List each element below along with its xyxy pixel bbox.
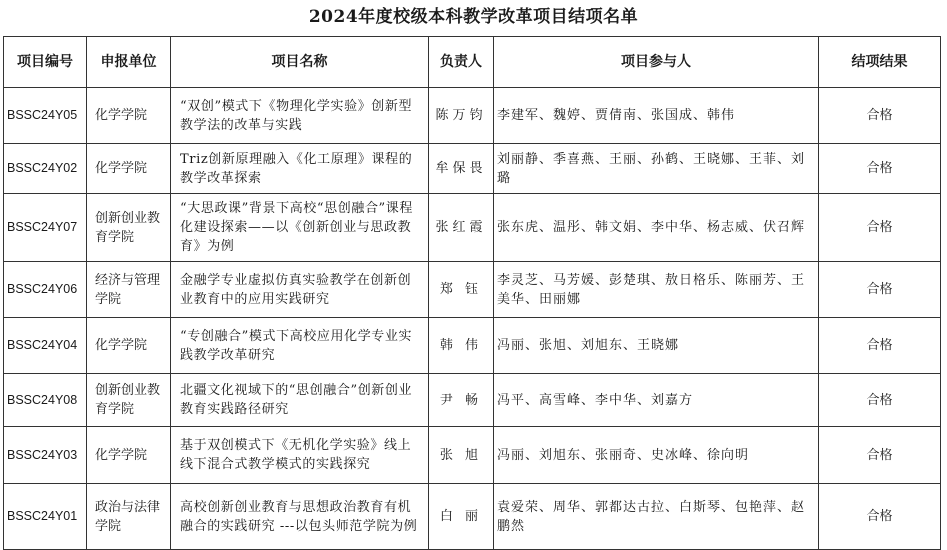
leader: 尹 畅 xyxy=(429,374,494,427)
project-code: BSSC24Y02 xyxy=(4,144,87,194)
project-code: BSSC24Y03 xyxy=(4,427,87,484)
result: 合格 xyxy=(819,484,941,550)
participants: 李灵芝、马芳媛、彭楚琪、敖日格乐、陈丽芳、王美华、田丽娜 xyxy=(494,262,819,318)
project-code: BSSC24Y06 xyxy=(4,262,87,318)
project-name: “专创融合”模式下高校应用化学专业实践教学改革研究 xyxy=(171,318,429,374)
table-row xyxy=(4,374,941,427)
project-name: 高校创新创业教育与思想政治教育有机融合的实践研究 ---以包头师范学院为例 xyxy=(171,484,429,550)
table-row xyxy=(4,318,941,374)
project-name: Triz创新原理融入《化工原理》课程的教学改革探索 xyxy=(171,144,429,194)
participants: 冯平、高雪峰、李中华、刘嘉方 xyxy=(494,374,819,427)
result: 合格 xyxy=(819,427,941,484)
leader: 郑 钰 xyxy=(429,262,494,318)
project-code: BSSC24Y04 xyxy=(4,318,87,374)
project-table xyxy=(3,36,941,550)
result: 合格 xyxy=(819,262,941,318)
result: 合格 xyxy=(819,144,941,194)
project-name: 基于双创模式下《无机化学实验》线上线下混合式教学模式的实践探究 xyxy=(171,427,429,484)
table-row xyxy=(4,144,941,194)
unit: 化学学院 xyxy=(87,427,171,484)
unit: 政治与法律学院 xyxy=(87,484,171,550)
table-row xyxy=(4,427,941,484)
leader: 牟保畏 xyxy=(429,144,494,194)
header-project-code: 项目编号 xyxy=(4,37,87,88)
unit: 创新创业教育学院 xyxy=(87,374,171,427)
project-name: 北疆文化视域下的“思创融合”创新创业教育实践路径研究 xyxy=(171,374,429,427)
participants: 冯丽、张旭、刘旭东、王晓娜 xyxy=(494,318,819,374)
header-project-name: 项目名称 xyxy=(171,37,429,88)
project-name: “大思政课”背景下高校“思创融合”课程化建设探索——以《创新创业与思政教育》为例 xyxy=(171,194,429,262)
unit: 化学学院 xyxy=(87,318,171,374)
result: 合格 xyxy=(819,88,941,144)
table-row xyxy=(4,484,941,550)
participants: 李建军、魏婷、贾倩南、张国成、韩伟 xyxy=(494,88,819,144)
participants: 冯丽、刘旭东、张丽奇、史冰峰、徐向明 xyxy=(494,427,819,484)
result: 合格 xyxy=(819,318,941,374)
leader: 白 丽 xyxy=(429,484,494,550)
participants: 刘丽静、季喜燕、王丽、孙鹤、王晓娜、王菲、刘璐 xyxy=(494,144,819,194)
unit: 创新创业教育学院 xyxy=(87,194,171,262)
leader: 韩 伟 xyxy=(429,318,494,374)
header-participants: 项目参与人 xyxy=(494,37,819,88)
project-code: BSSC24Y08 xyxy=(4,374,87,427)
unit: 化学学院 xyxy=(87,88,171,144)
document-title: 2024年度校级本科教学改革项目结项名单 xyxy=(308,7,639,27)
table-row xyxy=(4,262,941,318)
header-leader: 负责人 xyxy=(429,37,494,88)
project-name: “双创”模式下《物理化学实验》创新型教学法的改革与实践 xyxy=(171,88,429,144)
result: 合格 xyxy=(819,374,941,427)
header-result: 结项结果 xyxy=(819,37,941,88)
project-code: BSSC24Y01 xyxy=(4,484,87,550)
table-row xyxy=(4,88,941,144)
unit: 经济与管理学院 xyxy=(87,262,171,318)
project-code: BSSC24Y07 xyxy=(4,194,87,262)
table-row xyxy=(4,194,941,262)
participants: 张东虎、温彤、韩文娟、李中华、杨志威、伏召辉 xyxy=(494,194,819,262)
participants: 袁爱荣、周华、郭都达古拉、白斯琴、包艳萍、赵鹏然 xyxy=(494,484,819,550)
project-name: 金融学专业虚拟仿真实验教学在创新创业教育中的应用实践研究 xyxy=(171,262,429,318)
project-code: BSSC24Y05 xyxy=(4,88,87,144)
header-unit: 申报单位 xyxy=(87,37,171,88)
leader: 张 旭 xyxy=(429,427,494,484)
leader: 张红霞 xyxy=(429,194,494,262)
table-header-row xyxy=(4,37,941,88)
unit: 化学学院 xyxy=(87,144,171,194)
result: 合格 xyxy=(819,194,941,262)
leader: 陈万钧 xyxy=(429,88,494,144)
